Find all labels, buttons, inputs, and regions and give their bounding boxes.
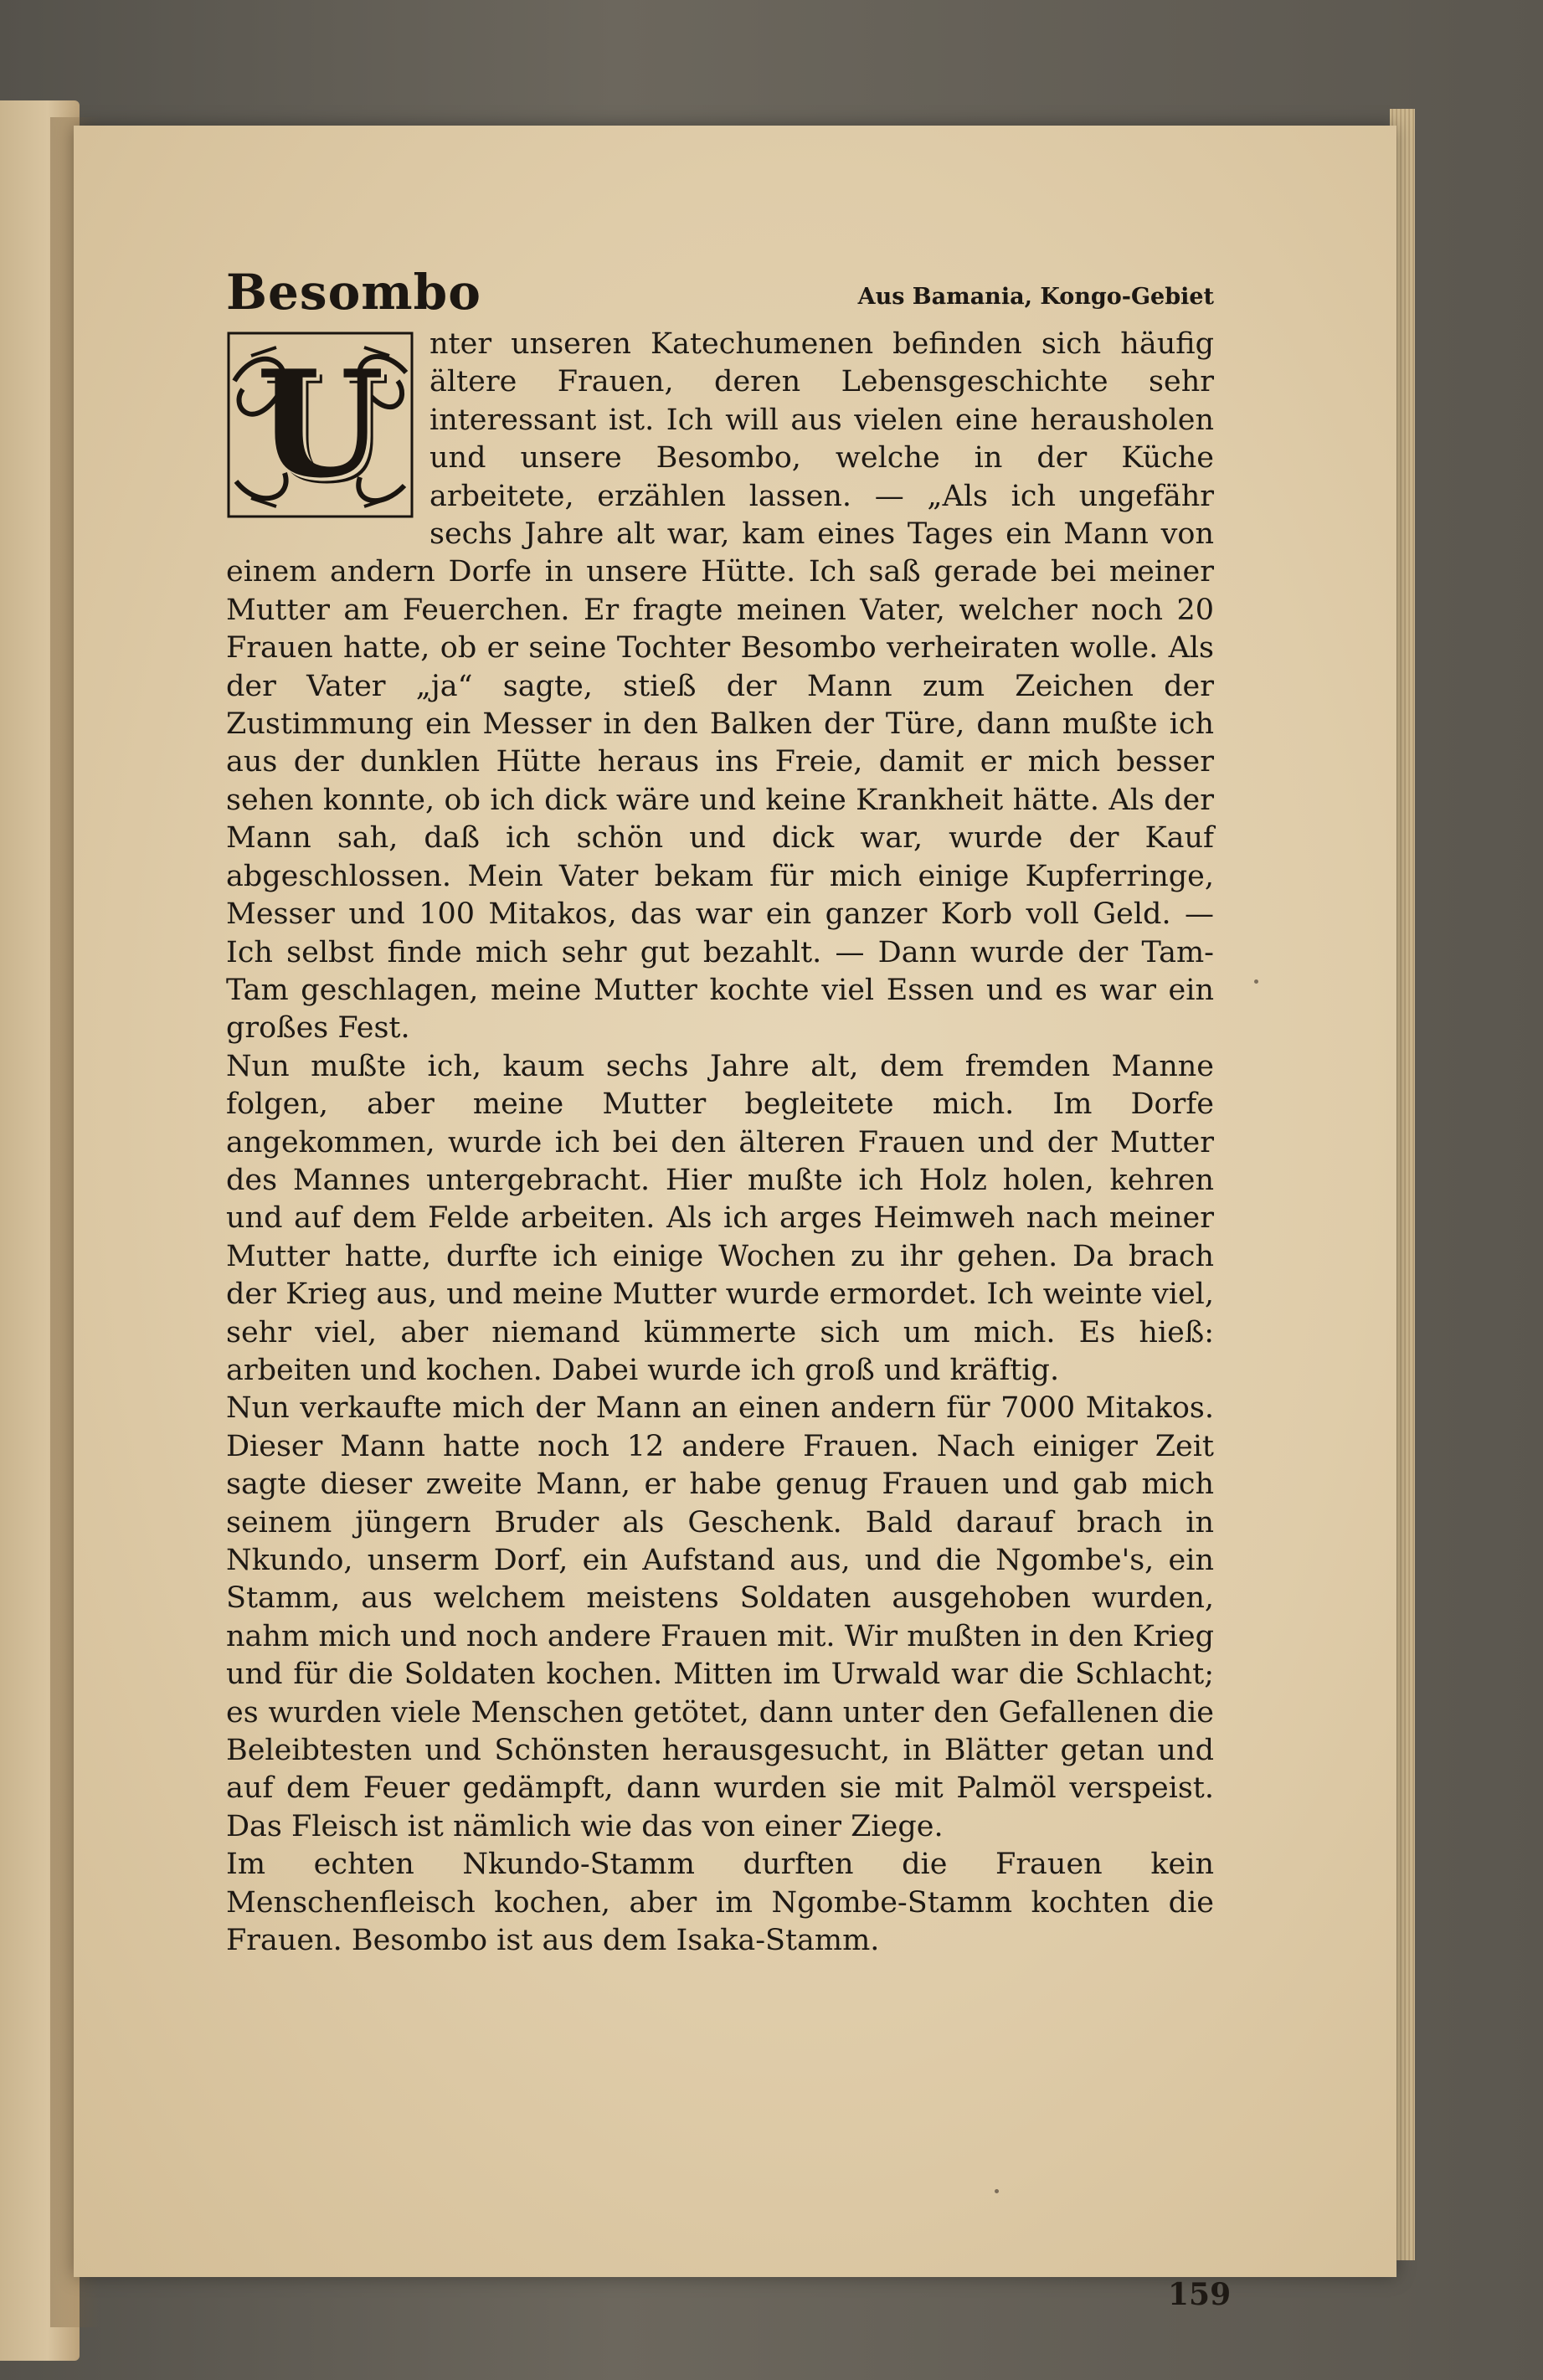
paper-speck — [995, 2189, 999, 2193]
page-number: 159 — [1168, 2277, 1232, 2312]
drop-cap-letter: U — [256, 338, 384, 511]
paragraph-3: Nun verkaufte mich der Mann an einen andern für 7000 Mitakos. Dieser Mann hatte noch 12 andere Frauen. Nach einiger Zeit sagte dieser zweite Mann, er habe genug Frauen und gab mich seinem jüngern Bruder als Geschenk. Bald darauf brach in Nkundo, unserm Dorf, ein Aufstand aus, und die Ngombe's, ein Stamm, aus welchem meistens Soldaten ausgehoben wurden, nahm mich und noch andere Frauen mit. Wir mußten in den Krieg und für die Soldaten kochen. Mitten im Urwald war die Schlacht; es wurden viele Menschen getötet, dann unter den Gefallenen die Beleibtesten und Schönsten herausgesucht, in Blätter getan und auf dem Feuer gedämpft, dann wurden sie mit Palmöl verspeist. Das Fleisch ist nämlich wie das von einer Ziege. — [226, 1391, 1214, 1843]
paragraph-2: Nun mußte ich, kaum sechs Jahre alt, dem fremden Manne folgen, aber meine Mutter begleitete mich. Im Dorfe angekommen, wurde ich bei den älteren Frauen und der Mutter des Mannes untergebracht. Hier mußte ich Holz holen, kehren und auf dem Felde arbeiten. Als ich arges Heimweh nach meiner Mutter hatte, durfte ich einige Wochen zu ihr gehen. Da brach der Krieg aus, und meine Mutter wurde ermordet. Ich weinte viel, sehr viel, aber niemand kümmerte sich um mich. Es hieß: arbeiten und kochen. Dabei wurde ich groß und kräftig. — [226, 1049, 1214, 1387]
drop-cap — [226, 331, 414, 519]
page-title: Besombo — [226, 264, 481, 321]
header — [226, 264, 1214, 322]
page-content — [226, 264, 1214, 1960]
article-body — [226, 326, 1214, 1960]
paper-speck — [1254, 979, 1258, 984]
location-subtitle: Aus Bamania, Kongo-Gebiet — [857, 284, 1214, 310]
paragraph-1: nter unseren Katechumenen befinden sich häufig ältere Frauen, deren Lebensgeschichte sehr interessant ist. Ich will aus vielen eine herausholen und unsere Besombo, welche in der Küche arbeitete, erzählen lassen. — „Als ich ungefähr sechs Jahre alt war, kam eines Tages ein Mann von einem andern Dorfe in unsere Hütte. Ich saß gerade bei meiner Mutter am Feuerchen. Er fragte meinen Vater, welcher noch 20 Frauen hatte, ob er seine Tochter Besombo verheiraten wolle. Als der Vater „ja“ sagte, stieß der Mann zum Zeichen der Zustimmung ein Messer in den Balken der Türe, dann mußte ich aus der dunklen Hütte heraus ins Freie, damit er mich besser sehen konnte, ob ich dick wäre und keine Krankheit hätte. Als der Mann sah, daß ich schön und dick war, wurde der Kauf abgeschlossen. Mein Vater bekam für mich einige Kupferringe, Messer und 100 Mitakos, das war ein ganzer Korb voll Geld. — Ich selbst finde mich sehr gut bezahlt. — Dann wurde der Tam-Tam geschlagen, meine Mutter kochte viel Essen und es war ein großes Fest. — [226, 327, 1214, 1046]
paragraph-4: Im echten Nkundo-Stamm durften die Frauen kein Menschenfleisch kochen, aber im Ngombe-Stamm kochten die Frauen. Besombo ist aus dem Isaka-Stamm. — [226, 1848, 1214, 1958]
